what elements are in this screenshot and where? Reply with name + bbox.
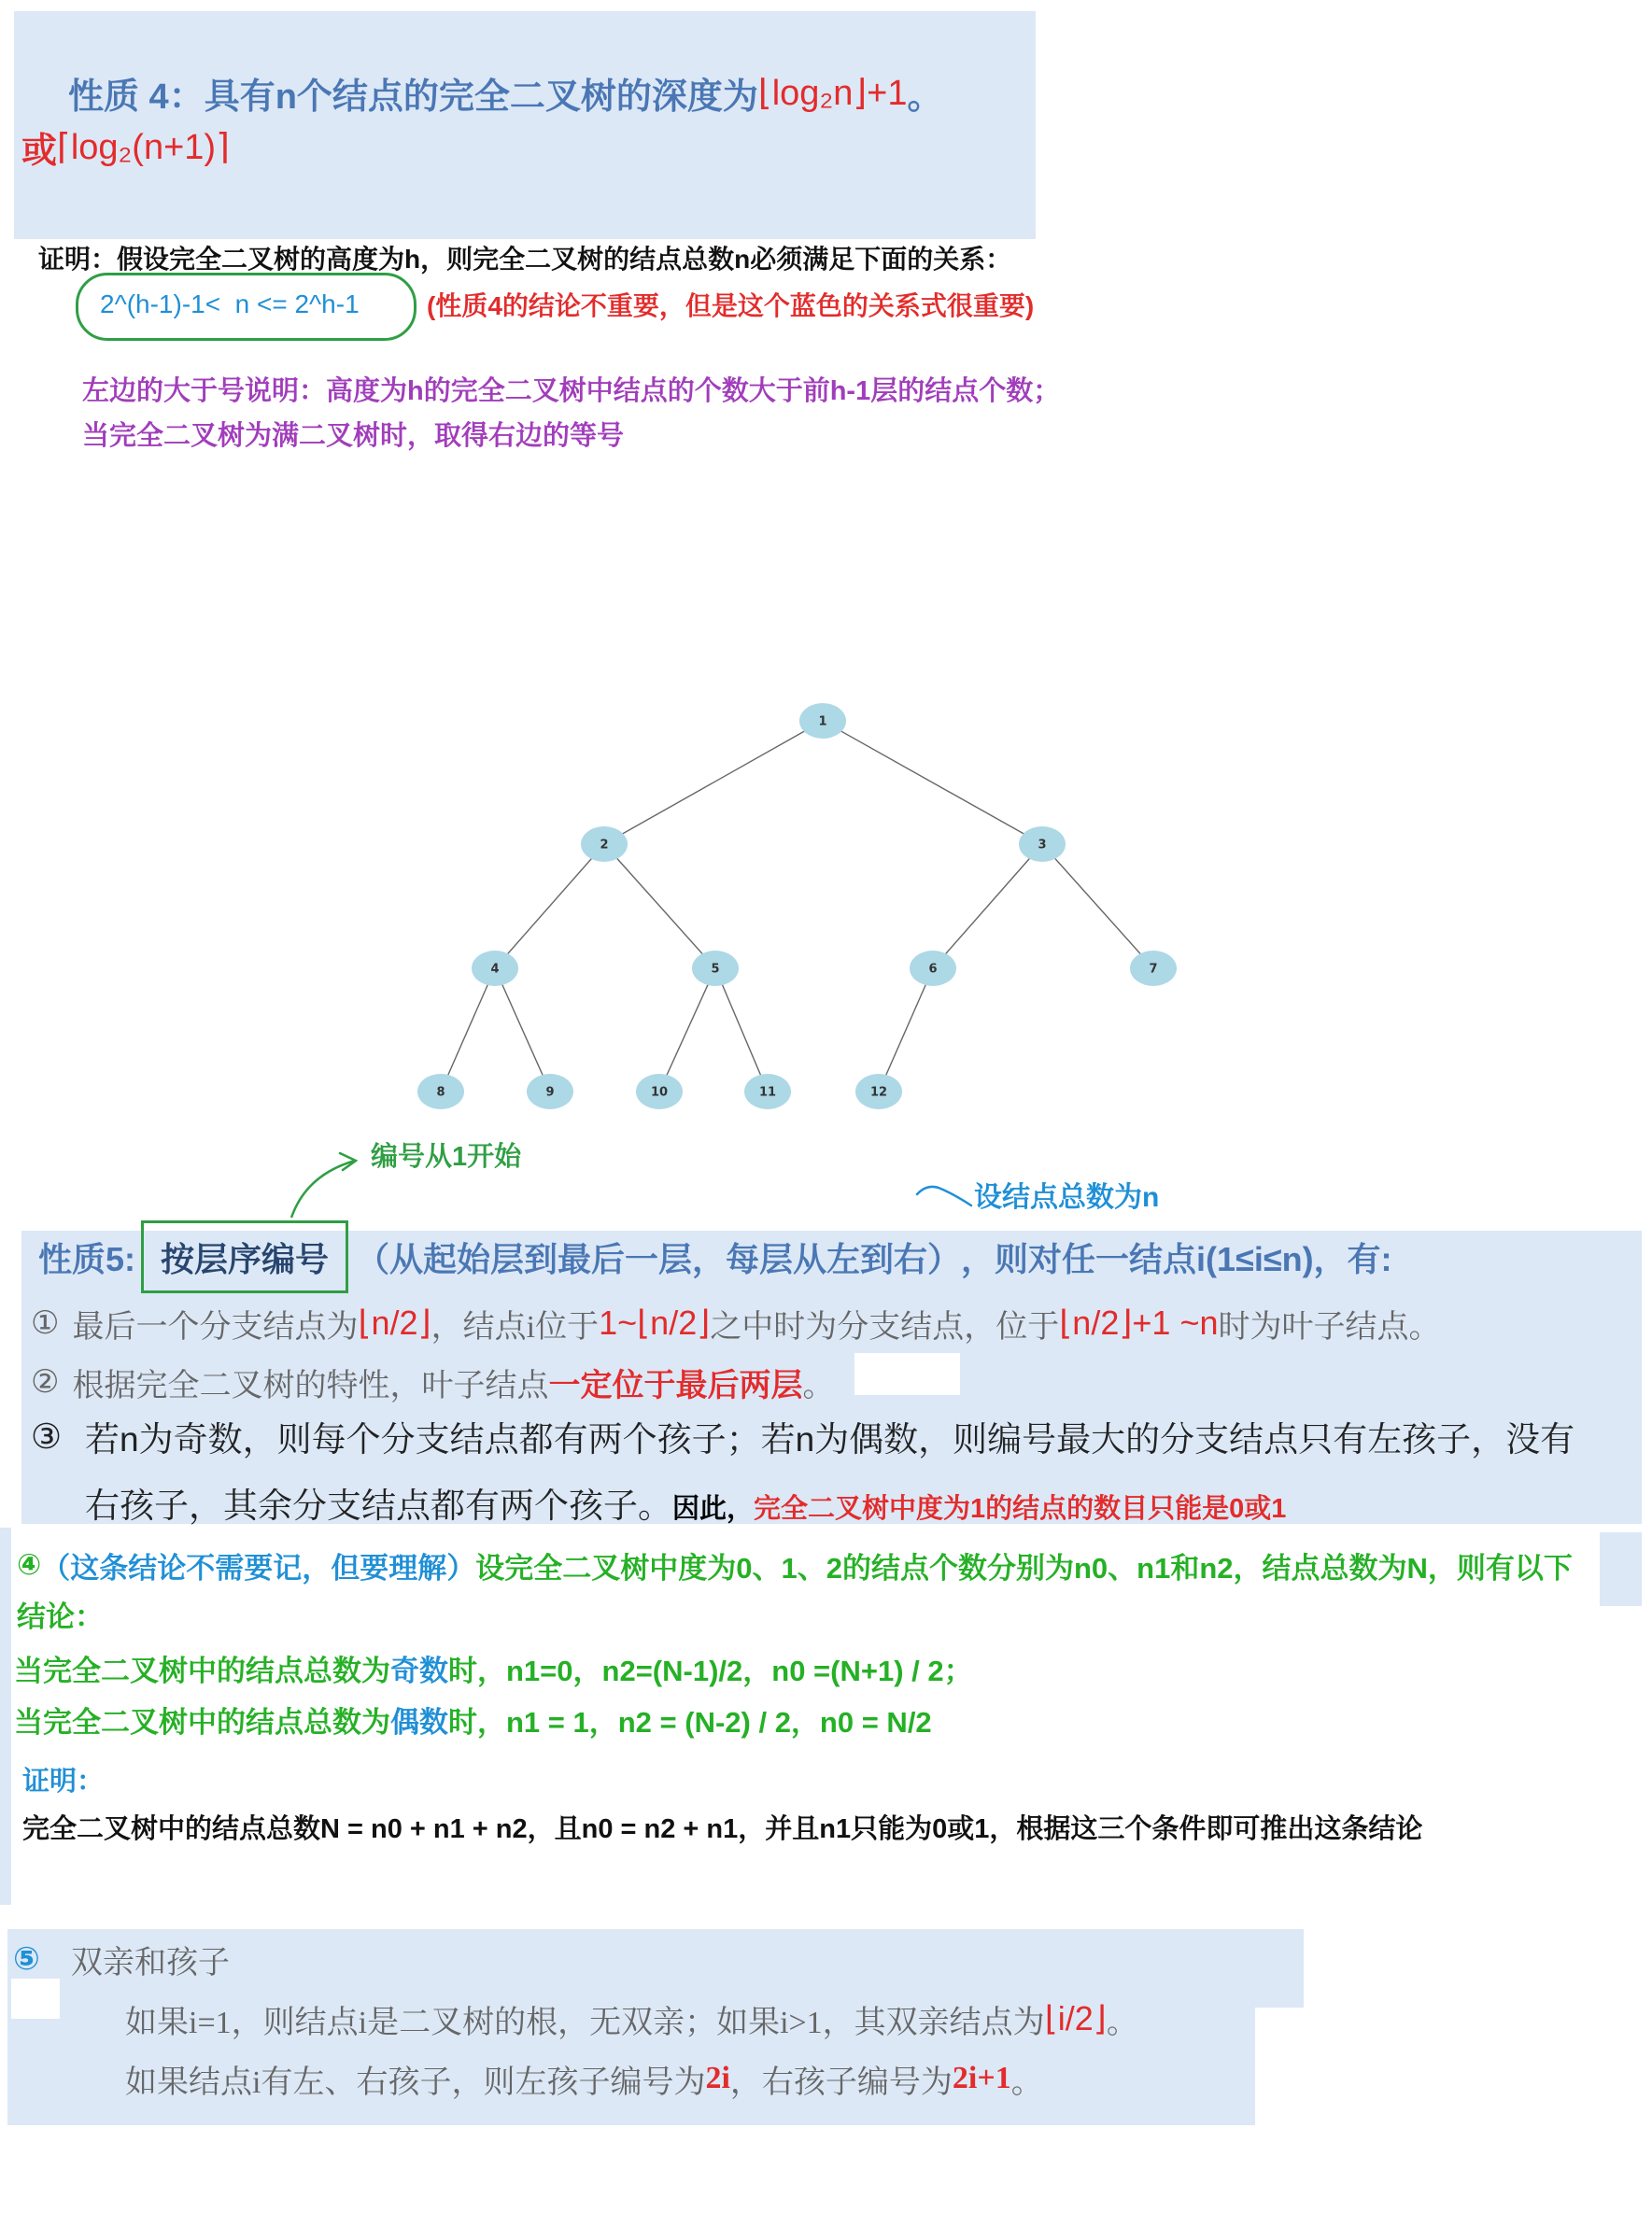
level-order-numbering-text: 按层序编号 <box>161 1239 330 1278</box>
item1 <box>31 1301 1441 1346</box>
item5-right-child: 2i+1 <box>952 2061 1011 2095</box>
property4-title-text: 性质 4：具有n个结点的完全二叉树的深度为 <box>68 77 758 117</box>
property4-alt-label: 或 <box>21 131 58 171</box>
item4-marker: ④ <box>17 1548 42 1581</box>
node-total-annotation-text: 设结点总数为n <box>974 1182 1160 1213</box>
tree-node <box>799 703 846 739</box>
item1-formula-leaf-range: ⌊n/2⌋+1 ~n <box>1059 1304 1219 1342</box>
tree-node-label: 12 <box>869 1085 888 1100</box>
item1-formula-last-branch: ⌊n/2⌋ <box>358 1304 431 1342</box>
tree-edge <box>495 968 550 1092</box>
item5-marker: ⑤ <box>13 1941 40 1977</box>
property4-proof-text: 证明：假设完全二叉树的高度为h，则完全二叉树的结点总数n必须满足下面的关系： <box>38 245 1012 274</box>
item2-marker: ② <box>31 1365 60 1400</box>
item4-odd-kind: 奇数 <box>390 1654 448 1687</box>
property4-title-end: 。 <box>907 77 943 117</box>
item2-end: 。 <box>802 1368 835 1403</box>
item4-odd-lead: 当完全二叉树中的结点总数为 <box>14 1654 390 1687</box>
item5-marker-line <box>13 1937 40 1981</box>
tree-node-label: 10 <box>650 1085 669 1100</box>
tree-edge <box>659 968 715 1092</box>
item5-child-rule <box>125 2056 1043 2101</box>
tree-node <box>1130 951 1177 986</box>
explanation-line-1 <box>82 370 1060 407</box>
tree-edges <box>441 721 1153 1092</box>
item3-conclusion: 完全二叉树中度为1的结点的数目只能是0或1 <box>754 1494 1287 1524</box>
level-order-numbering-box <box>141 1220 348 1293</box>
tree-node-label: 9 <box>545 1085 555 1100</box>
item4-proof <box>22 1807 1422 1846</box>
relation-formula-text: 2^(h-1)-1< n <= 2^h-1 <box>100 289 360 318</box>
property4-alternative <box>21 121 230 172</box>
tree-node-label: 7 <box>1149 962 1158 977</box>
item1-text-b: ，结点i位于 <box>431 1309 600 1345</box>
item5-child-end: 。 <box>1010 2065 1043 2100</box>
relation-formula <box>100 286 360 323</box>
item4-odd-formula: 时，n1=0，n2=(N-1)/2，n0 =(N+1) / 2； <box>448 1654 973 1687</box>
tree-node <box>744 1074 791 1109</box>
tree-edge <box>441 968 495 1092</box>
item3-line-2 <box>85 1477 1286 1526</box>
item4-text-cont: 结论： <box>17 1600 104 1633</box>
tree-edge <box>933 844 1042 968</box>
numbering-arrowhead <box>340 1153 356 1170</box>
tree-node-label: 1 <box>818 714 827 729</box>
tree-node-label: 3 <box>1038 838 1047 853</box>
item4-line-1 <box>17 1544 1573 1586</box>
tree-edge <box>495 844 604 968</box>
item3-text-2: 右孩子，其余分支结点都有两个孩子。 <box>85 1487 672 1525</box>
item1-text-d: 时为叶子结点。 <box>1218 1309 1441 1345</box>
tree-node <box>636 1074 683 1109</box>
item2-highlight: 一定位于最后两层 <box>548 1368 803 1403</box>
tree-edge <box>823 721 1042 844</box>
property4-alt-formula: ⌈log₂(n+1)⌉ <box>57 127 230 167</box>
property4-proof <box>38 239 1011 276</box>
item5-title-text: 双亲和孩子 <box>71 1945 230 1980</box>
item3-conclusion-lead: 因此， <box>672 1494 755 1524</box>
explanation-text-2: 当完全二叉树为满二叉树时，取得右边的等号 <box>82 420 625 451</box>
tree-node-label: 11 <box>758 1085 777 1100</box>
tree-node-label: 8 <box>436 1085 445 1100</box>
item1-text-c: 之中时为分支结点，位于 <box>710 1309 1060 1345</box>
item1-text-a: 最后一个分支结点为 <box>72 1309 359 1345</box>
numbering-annotation-text: 编号从1开始 <box>371 1141 522 1172</box>
item2-text: 根据完全二叉树的特性，叶子结点 <box>72 1368 549 1403</box>
item3-marker: ③ <box>31 1417 63 1456</box>
numbering-annotation <box>371 1135 521 1173</box>
item5-child-mid: ，右孩子编号为 <box>729 2065 953 2100</box>
tree-node-label: 4 <box>490 962 500 977</box>
item5-left-child: 2i <box>705 2061 730 2095</box>
item5-parent-text: 如果i=1，则结点i是二叉树的根，无双亲；如果i>1，其双亲结点为 <box>125 2005 1045 2040</box>
item5-child-text: 如果结点i有左、右孩子，则左孩子编号为 <box>125 2065 706 2100</box>
property5-title <box>38 1219 1392 1294</box>
node-total-annotation <box>974 1175 1159 1214</box>
tree-node-label: 2 <box>600 838 609 853</box>
item4-proof-text: 完全二叉树中的结点总数N = n0 + n1 + n2，且n0 = n2 + n1，并且n1只能为0或1，根据这三个条件即可推出这条结论 <box>22 1813 1423 1844</box>
item3-marker-line <box>31 1412 62 1460</box>
item4-odd-case <box>14 1647 973 1688</box>
item5-parent-rule <box>125 1996 1138 2041</box>
property4-depth-formula: ⌊log₂n⌋+1 <box>757 73 908 113</box>
tree-node <box>472 951 518 986</box>
tree-edge <box>1042 844 1153 968</box>
tree-node <box>417 1074 464 1109</box>
item3-text-1: 若n为奇数，则每个分支结点都有两个孩子；若n为偶数，则编号最大的分支结点只有左孩子，没有 <box>85 1420 1575 1459</box>
tree-node <box>581 826 628 862</box>
tree-node <box>855 1074 902 1109</box>
item4-proof-label-text: 证明： <box>22 1766 105 1797</box>
tree-edge <box>604 844 715 968</box>
tree-node <box>1019 826 1066 862</box>
explanation-text-1: 左边的大于号说明：高度为h的完全二叉树中结点的个数大于前h-1层的结点个数； <box>82 375 1061 406</box>
node-total-squiggle <box>917 1187 971 1205</box>
property5-scope: （从起始层到最后一层，每层从左到右） <box>356 1239 962 1278</box>
item4-even-kind: 偶数 <box>390 1705 448 1739</box>
relation-note-text: (性质4的结论不重要，但是这个蓝色的关系式很重要) <box>427 291 1035 320</box>
item5-parent-formula: ⌊i/2⌋ <box>1044 1999 1107 2037</box>
item1-marker: ① <box>31 1306 60 1341</box>
item4-even-case <box>14 1699 932 1740</box>
item4-line-2 <box>17 1593 104 1634</box>
tree-edge <box>715 968 768 1092</box>
tree-edge <box>879 968 933 1092</box>
tree-node-label: 5 <box>711 962 720 977</box>
item4-even-lead: 当完全二叉树中的结点总数为 <box>14 1705 390 1739</box>
tree-node-label: 6 <box>928 962 938 977</box>
relation-note <box>427 286 1034 323</box>
item2 <box>31 1360 834 1404</box>
property5-label: 性质5: <box>38 1239 136 1278</box>
item5-title <box>71 1937 230 1981</box>
tree-edge <box>604 721 823 844</box>
item4-text: 设完全二叉树中度为0、1、2的结点个数分别为n0、n1和n2，结点总数为N，则有以下 <box>475 1551 1573 1585</box>
tree-node <box>910 951 956 986</box>
item4-aside: （这条结论不需要记，但要理解） <box>41 1551 476 1585</box>
property5-lead: ，则对任一结点i(1≤i≤n)，有: <box>961 1239 1392 1278</box>
item1-formula-branch-range: 1~⌊n/2⌋ <box>599 1304 711 1342</box>
property4-title <box>68 67 943 118</box>
explanation-line-2 <box>82 415 624 452</box>
tree-node <box>527 1074 573 1109</box>
item4-proof-label <box>22 1759 104 1798</box>
item3-line-1 <box>85 1412 1574 1460</box>
item4-even-formula: 时，n1 = 1，n2 = (N-2) / 2，n0 = N/2 <box>448 1705 932 1739</box>
tree-node <box>692 951 739 986</box>
item5-parent-end: 。 <box>1106 2005 1138 2040</box>
